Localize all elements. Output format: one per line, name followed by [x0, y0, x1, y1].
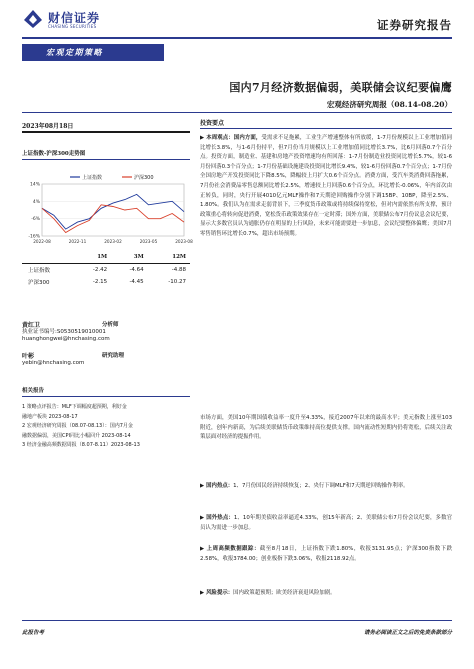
report-title: 国内7月经济数据偏弱，美联储会议纪要偏鹰	[229, 81, 452, 94]
key-points-heading: 投资要点	[200, 120, 225, 127]
table-cell: -10.27	[168, 278, 186, 285]
table-header-cell: 3M	[133, 254, 144, 261]
x-tick-label: 2022-11	[68, 239, 87, 244]
paragraph-body: 市场方面，美国10年期国债收益率一度升至4.33%，接近2007年以来的最高水平；美元指数上涨至103附近，创年内新高，为后续美联储货币政策维持高位提供支撑。国内流动性短期内仍将宽松，后续关注政策层面对经济的提振作用。	[200, 415, 452, 441]
paragraph-lead: 国内热点：	[206, 483, 234, 489]
report-date: 2023年08月18日	[22, 123, 74, 130]
chart-heading: 上证指数-沪深300走势图	[22, 151, 86, 157]
legend-label: 沪深300	[134, 174, 154, 181]
assistant-block	[22, 353, 125, 367]
assistant-role: 研究助理	[102, 353, 125, 359]
legend-label: 上证指数	[82, 174, 103, 181]
paragraph-body: 1、10年期美债收益率逼近4.33%，创15年新高；2、美联储公布7月份会议纪要，多数官员认为需进一步加息。	[200, 515, 452, 531]
market-paragraph	[200, 414, 452, 443]
company-name-en: CHASING SECURITIES	[48, 24, 97, 29]
domestic-hotspot-paragraph	[200, 482, 452, 492]
bullet-icon: ▶	[200, 546, 205, 552]
foreign-hotspot-paragraph	[200, 514, 452, 533]
table-header-cell: 12M	[172, 254, 186, 261]
paragraph-body: 受需求不足拖累，工业生产增速整体有所放缓，1-7月份规模以上工业增加值同比增长3.8%，与1-6月份持平，但7月份当月规模以上工业增加值同比增长3.7%，比6月回落0.7个百分点。投资方面，制造业、基建和房地产投资增速均有所回落：1-7月份制造业投资同比增长5.7%，较1-6月份回落0.3个百分点；1-7月份基础设施建设投资同比增长9.4%，较1-6月份回落0.7个百分点；1-7月份全国房地产开发投资同比下降8.5%，降幅较上月扩大0.6个百分点。消费方面，受汽车类消费回落拖累，7月份社会消费品零售总额同比增长2.5%，增速较上月回落0.6个百分点，环比增长-0.06%，年内首次由正转负，同时，央行开展4010亿元MLF操作和7天期逆回购操作分别下调15BP、10BP，降至2.5%、1.80%。我们认为在需求走弱背景下，三季度货币政策或将持续保持宽松，但对内需依然有所支撑，预计政策重心将转向促进消费，宽松货币政策效果存在一定时滞；国外方面，美联储公布7月份议息会议纪要，显示大多数官员认为通胀仍存在明显的上行风险，未来可能需要进一步加息，会议纪要整体偏鹰；美国7月零售销售环比增长0.7%，超出市场预期。	[200, 135, 452, 237]
high-frequency-paragraph	[200, 545, 452, 564]
bullet-icon: ▶	[200, 483, 205, 489]
report-type-label: 证券研究报告	[377, 18, 452, 32]
index-trend-chart	[22, 170, 193, 248]
analyst-email[interactable]: huanghongwei@hnchasing.com	[22, 336, 110, 342]
assistant-name: 叶彬	[22, 353, 35, 360]
list-item[interactable]: 2 宏观经济研究周报（08.07-08.13）：国内7月金	[22, 423, 133, 430]
bullet-icon: ▶	[200, 515, 205, 521]
table-header-cell	[22, 252, 75, 263]
table-row	[22, 263, 190, 276]
analyst-license: 执业证书编号:S0530519010001	[22, 329, 106, 335]
paragraph-lead: 上周高频数据跟踪：	[206, 546, 260, 552]
paragraph-lead: 国外热点：	[206, 515, 234, 521]
company-name-cn: 财信证券	[48, 11, 101, 25]
date-divider	[22, 131, 190, 133]
footer-left-text: 此报告考	[22, 630, 45, 636]
chart-heading-divider	[22, 159, 190, 160]
related-report-list	[22, 403, 190, 451]
table-cell: -2.15	[92, 278, 108, 285]
index-performance-table	[22, 252, 190, 288]
category-banner: 宏观定期策略	[22, 44, 164, 61]
table-row	[22, 276, 190, 288]
risk-paragraph	[200, 589, 452, 599]
footer-divider	[22, 620, 452, 621]
list-item[interactable]: 3 经济金融高频数据周报（8.07-8.11）2023-08-13	[22, 442, 140, 449]
company-logo	[22, 8, 132, 34]
paragraph-lead: 本周观点：国内方面，	[206, 135, 262, 141]
header-divider	[22, 37, 452, 39]
related-heading-divider	[22, 396, 190, 397]
list-item[interactable]: 融地产板块 2023-08-17	[22, 413, 78, 420]
key-points-divider	[200, 128, 452, 129]
bullet-icon: ▶	[200, 135, 205, 141]
report-subtitle: 宏观经济研究周报（08.14-08.20）	[326, 100, 452, 109]
series-line-shanghai	[42, 194, 184, 229]
table-cell: -4.45	[129, 278, 144, 285]
weekly-view-paragraph	[200, 134, 452, 240]
x-tick-label: 2022-08	[33, 239, 51, 244]
plot-frame	[42, 184, 184, 236]
index-trend-chart-svg	[22, 170, 193, 248]
y-tick-label: -6%	[31, 217, 40, 223]
analyst-block	[22, 322, 119, 343]
paragraph-body: 1、7月份国民经济持续恢复；2、央行下调MLF和7天期逆回购操作利率。	[233, 483, 409, 489]
paragraph-lead: 风险提示：	[206, 590, 234, 596]
table-header-row	[22, 252, 190, 263]
analyst-name: 黄红卫	[22, 322, 41, 329]
list-item[interactable]: 1 策略点评报告：MLF下调幅度超预期，利好金	[22, 404, 127, 410]
y-tick-label: -16%	[28, 234, 40, 240]
x-tick-label: 2023-02	[104, 239, 122, 244]
table-cell: -2.42	[92, 266, 108, 273]
y-tick-label: 14%	[29, 182, 40, 188]
paragraph-body: 国内政策超预期；欧美经济衰退风险加剧。	[233, 590, 336, 596]
logo-mark-icon	[22, 8, 44, 30]
assistant-email[interactable]: yebin@hnchasing.com	[22, 360, 85, 366]
bullet-icon: ▶	[200, 590, 205, 596]
title-divider	[22, 112, 452, 113]
report-header	[0, 0, 474, 38]
table-cell-name: 沪深300	[28, 279, 50, 286]
table-cell: -4.64	[129, 266, 144, 273]
y-tick-label: 4%	[32, 199, 40, 205]
paragraph-body: 截至8月18日，上证指数下跌1.80%，收报3131.95点；沪深300指数下跌2.58%，收报3784.00；创业板指下跌3.06%，收报2118.92点。	[200, 546, 452, 562]
table-cell-name: 上证指数	[28, 267, 51, 274]
related-heading: 相关报告	[22, 388, 45, 394]
x-tick-label: 2023-05	[139, 239, 158, 244]
footer-disclaimer: 请务必阅读正文之后的免责条款部分	[363, 630, 452, 636]
analyst-role: 分析师	[102, 322, 119, 328]
table-header-cell: 1M	[97, 254, 108, 261]
table-cell: -4.88	[171, 266, 186, 273]
x-tick-label: 2023-08	[175, 239, 193, 244]
list-item[interactable]: 融数据偏弱，美国CPI同比小幅回升 2023-08-14	[22, 432, 131, 439]
